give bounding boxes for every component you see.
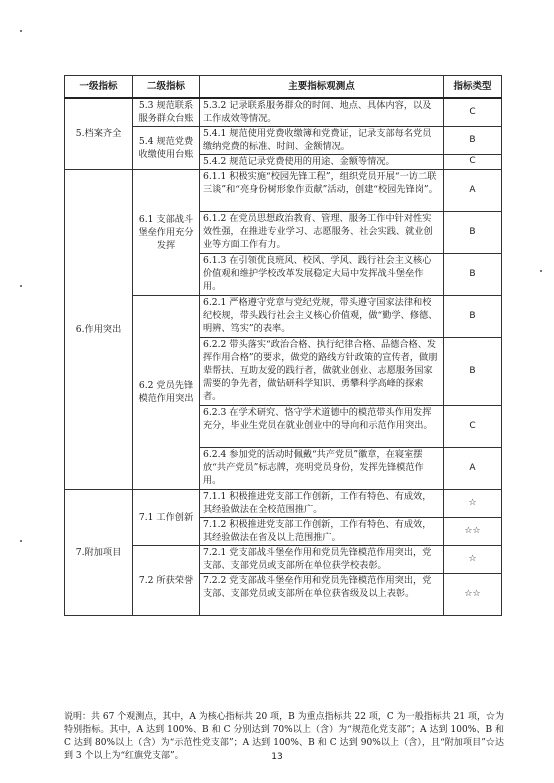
type-cell: ☆☆ bbox=[444, 573, 502, 615]
header-level2: 二级指标 bbox=[133, 76, 200, 99]
observation-cell: 5.3.2 记录联系服务群众的时间、地点、具体内容，以及工作成效等情况。 bbox=[200, 98, 444, 126]
scan-mark bbox=[20, 540, 22, 542]
observation-cell: 6.1.3 在引领优良班风、校风、学风、践行社会主义核心价值观和维护学校改革发展稳定大局中发挥战斗堡垒作用。 bbox=[200, 253, 444, 295]
observation-cell: 5.4.1 规范使用党费收缴簿和党费证，记录支部每名党员缴纳党费的标准、时间、金额情况。 bbox=[200, 126, 444, 154]
observation-cell: 6.2.1 严格遵守党章与党纪党规，带头遵守国家法律和校纪校规，带头践行社会主义核心价值观，做“勤学、修德、明辨、笃实”的表率。 bbox=[200, 295, 444, 337]
level2-cell: 5.3 规范联系服务群众台账 bbox=[133, 98, 200, 126]
indicator-table bbox=[64, 75, 502, 616]
type-cell: C bbox=[444, 98, 502, 126]
type-cell: B bbox=[444, 253, 502, 295]
explanation-note: 说明：共 67 个观测点，其中，A 为核心指标共 20 项，B 为重点指标共 22 项，C 为一般指标共 21 项，☆为特别指标。其中，A 达到 100%、B 和 C 分别达到 70%以上（含）为“规范化党支部”；A 达到 100%、B 和 C 达到 80%以上（含）为“示范性党支部”；A 达到 100%、B 和 C 达到 90%以上（含），且“附加项目”☆达到 3 个以上为“红旗党支部”。 bbox=[64, 712, 504, 761]
level1-cell: 6.作用突出 bbox=[65, 169, 133, 489]
level2-cell: 7.1 工作创新 bbox=[133, 489, 200, 545]
observation-cell: 6.1.1 积极实施“校园先锋工程”，组织党员开展“一访二联三谈”和“亮身份树形象作贡献”活动，创建“校园先锋岗”。 bbox=[200, 169, 444, 211]
header-type: 指标类型 bbox=[444, 76, 502, 99]
table-row bbox=[65, 98, 502, 126]
observation-cell: 7.2.2 党支部战斗堡垒作用和党员先锋模范作用突出，党支部、支部党员或支部所在单位获省级及以上表彰。 bbox=[200, 573, 444, 615]
type-cell: C bbox=[444, 405, 502, 447]
observation-cell: 6.2.3 在学术研究、恪守学术道德中的模范带头作用发挥充分，毕业生党员在就业创业中的导向和示范作用突出。 bbox=[200, 405, 444, 447]
observation-cell: 7.1.1 积极推进党支部工作创新，工作有特色、有成效，其经验做法在全校范围推广。 bbox=[200, 489, 444, 517]
table-row bbox=[65, 169, 502, 211]
observation-cell: 7.1.2 积极推进党支部工作创新，工作有特色、有成效，其经验做法在省及以上范围推广。 bbox=[200, 517, 444, 545]
observation-cell: 6.1.2 在党员思想政治教育、管理、服务工作中针对性实效性强，在推进专业学习、志愿服务、社会实践、就业创业等方面工作有力。 bbox=[200, 211, 444, 253]
table-header-row bbox=[65, 76, 502, 99]
type-cell: ☆ bbox=[444, 545, 502, 573]
type-cell: A bbox=[444, 447, 502, 489]
observation-cell: 6.2.2 带头落实“政治合格、执行纪律合格、品德合格、发挥作用合格”的要求，做党的路线方针政策的宣传者，做朋辈帮扶、互助友爱的践行者，做就业创业、志愿服务国家需要的争先者，做钻研科学知识、勇攀科学高峰的探索者。 bbox=[200, 337, 444, 405]
level1-cell: 5.档案齐全 bbox=[65, 98, 133, 169]
type-cell: B bbox=[444, 126, 502, 154]
page-number: 13 bbox=[271, 752, 283, 762]
level2-cell: 6.1 支部战斗堡垒作用充分发挥 bbox=[133, 169, 200, 295]
scan-mark bbox=[20, 30, 22, 32]
table-row bbox=[65, 489, 502, 517]
type-cell: B bbox=[444, 211, 502, 253]
observation-cell: 7.2.1 党支部战斗堡垒作用和党员先锋模范作用突出，党支部、支部党员或支部所在单位获学校表彰。 bbox=[200, 545, 444, 573]
type-cell: C bbox=[444, 154, 502, 169]
level2-cell: 5.4 规范党费收缴使用台账 bbox=[133, 126, 200, 169]
type-cell: B bbox=[444, 295, 502, 337]
header-observation: 主要指标观测点 bbox=[200, 76, 444, 99]
type-cell: ☆ bbox=[444, 489, 502, 517]
header-level1: 一级指标 bbox=[65, 76, 133, 99]
observation-cell: 5.4.2 规范记录党费使用的用途、金额等情况。 bbox=[200, 154, 444, 169]
type-cell: B bbox=[444, 337, 502, 405]
level1-cell: 7.附加项目 bbox=[65, 489, 133, 615]
type-cell: A bbox=[444, 169, 502, 211]
level2-cell: 6.2 党员先锋模范作用突出 bbox=[133, 295, 200, 489]
level2-cell: 7.2 所获荣誉 bbox=[133, 545, 200, 615]
scan-mark bbox=[540, 270, 542, 272]
observation-cell: 6.2.4 参加党的活动时佩戴“共产党员”徽章，在寝室摆放“共产党员”标志牌，亮明党员身份，发挥先锋模范作用。 bbox=[200, 447, 444, 489]
scan-mark bbox=[20, 285, 22, 287]
type-cell: ☆☆ bbox=[444, 517, 502, 545]
